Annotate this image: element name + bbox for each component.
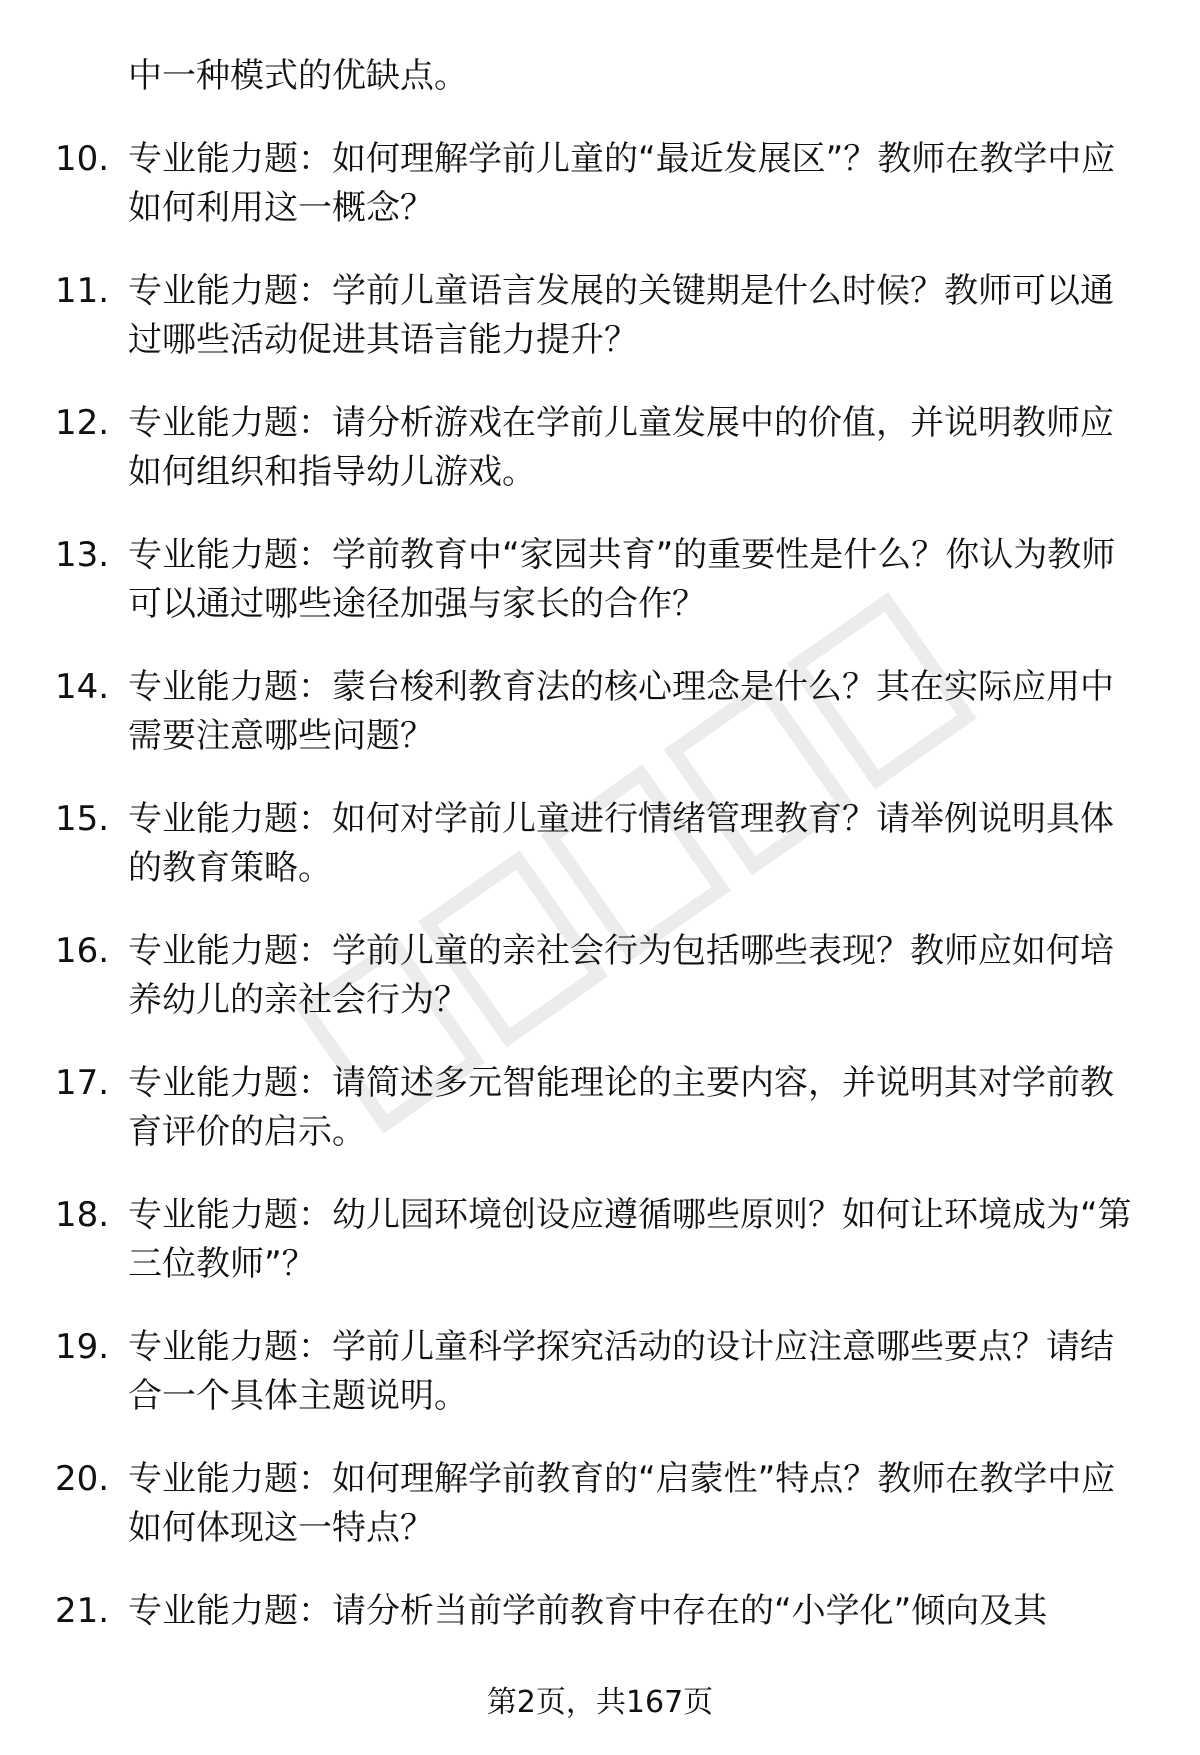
list-item — [55, 135, 1145, 233]
item-text: 专业能力题：学前教育中“家园共育”的重要性是什么？你认为教师可以通过哪些途径加强与家长的合作？ — [128, 535, 1116, 624]
list-item — [55, 1059, 1145, 1157]
item-text: 专业能力题：学前儿童的亲社会行为包括哪些表现？教师应如何培养幼儿的亲社会行为？ — [128, 931, 1114, 1020]
list-item — [55, 1455, 1145, 1553]
list-item — [55, 1323, 1145, 1421]
item-text: 专业能力题：如何理解学前儿童的“最近发展区”？教师在教学中应如何利用这一概念？ — [128, 139, 1116, 228]
item-number: 19. — [55, 1327, 110, 1367]
item-number: 10. — [55, 139, 110, 179]
question-list — [55, 52, 1145, 1670]
list-item — [55, 795, 1145, 893]
list-item — [55, 531, 1145, 629]
item-number: 11. — [55, 271, 110, 311]
item-text: 专业能力题：请分析游戏在学前儿童发展中的价值，并说明教师应如何组织和指导幼儿游戏。 — [128, 403, 1114, 492]
item-number: 13. — [55, 535, 110, 575]
list-item — [55, 663, 1145, 761]
item-number: 15. — [55, 799, 110, 839]
item-number: 12. — [55, 403, 110, 443]
item-number: 18. — [55, 1195, 110, 1235]
item-text: 专业能力题：如何对学前儿童进行情绪管理教育？请举例说明具体的教育策略。 — [128, 799, 1114, 888]
list-item — [55, 267, 1145, 365]
continuation-line: 中一种模式的优缺点。 — [128, 56, 468, 96]
list-item — [55, 1587, 1145, 1636]
item-text: 专业能力题：如何理解学前教育的“启蒙性”特点？教师在教学中应如何体现这一特点？ — [128, 1459, 1116, 1548]
list-item — [55, 927, 1145, 1025]
item-number: 16. — [55, 931, 110, 971]
item-number: 14. — [55, 667, 110, 707]
item-text: 专业能力题：蒙台梭利教育法的核心理念是什么？其在实际应用中需要注意哪些问题？ — [128, 667, 1114, 756]
item-text: 专业能力题：学前儿童科学探究活动的设计应注意哪些要点？请结合一个具体主题说明。 — [128, 1327, 1114, 1416]
item-text: 专业能力题：请分析当前学前教育中存在的“小学化”倾向及其 — [128, 1591, 1048, 1631]
item-number: 20. — [55, 1459, 110, 1499]
list-item — [55, 1191, 1145, 1289]
item-text: 专业能力题：幼儿园环境创设应遵循哪些原则？如何让环境成为“第三位教师”？ — [128, 1195, 1132, 1284]
page-footer: 第2页，共167页 — [486, 1685, 714, 1720]
item-number: 21. — [55, 1591, 110, 1631]
item-text: 专业能力题：学前儿童语言发展的关键期是什么时候？教师可以通过哪些活动促进其语言能力提升？ — [128, 271, 1114, 360]
list-item — [55, 399, 1145, 497]
item-number: 17. — [55, 1063, 110, 1103]
item-text: 专业能力题：请简述多元智能理论的主要内容，并说明其对学前教育评价的启示。 — [128, 1063, 1114, 1152]
